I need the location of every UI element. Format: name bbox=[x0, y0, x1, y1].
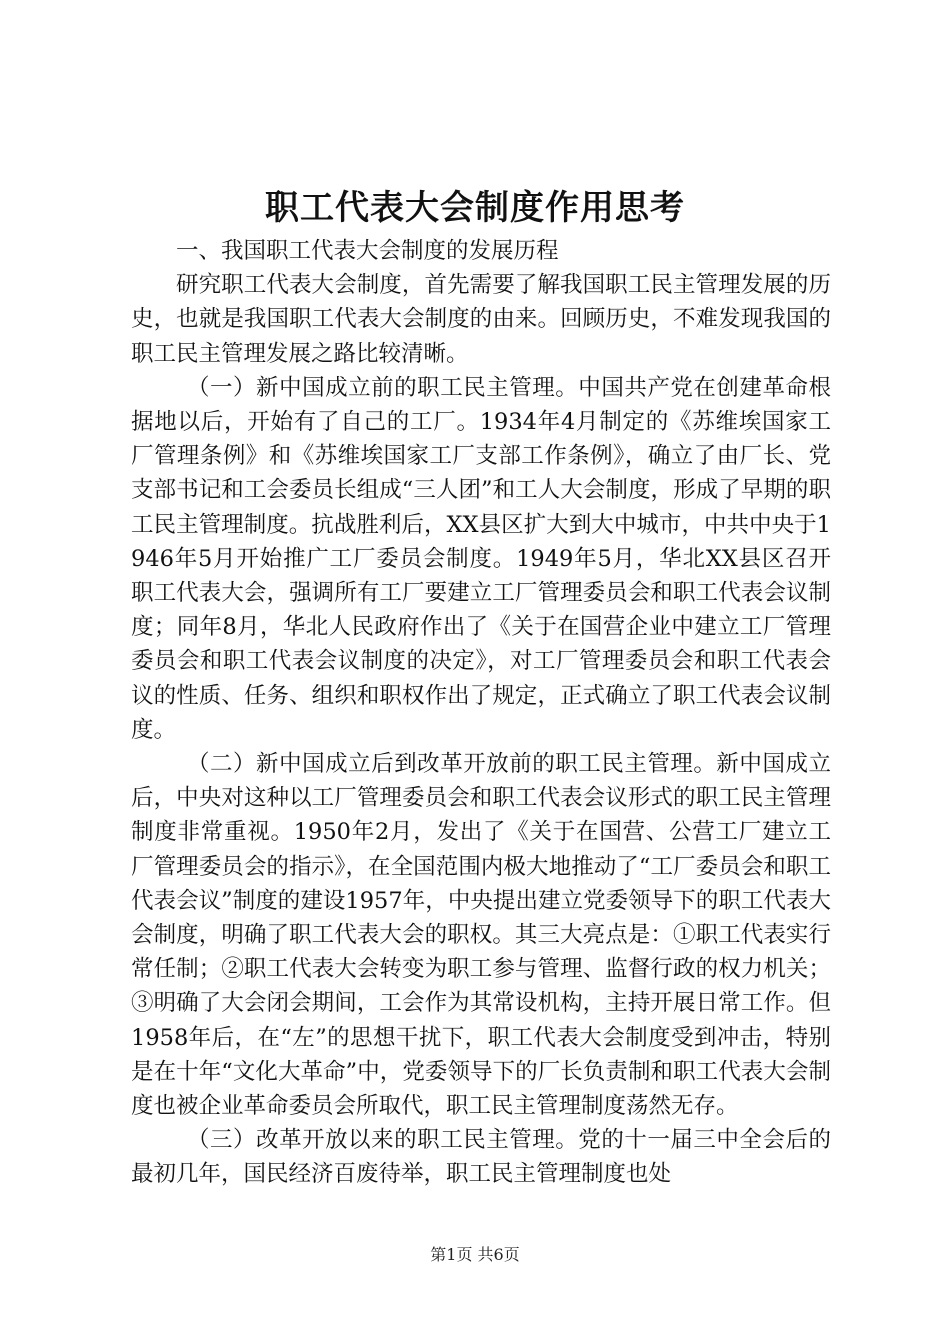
paragraph-part-2: （二）新中国成立后到改革开放前的职工民主管理。新中国成立后，中央对这种以工厂管理委员会和职工代表会议形式的职工民主管理制度非常重视。1950年2月，发出了《关于在国营、公营工厂建立工厂管理委员会的指示》，在全国范围内极大地推动了“工厂委员会和职工代表会议”制度的建设1957年，中央提出建立党委领导下的职工代表大会制度，明确了职工代表大会的职权。其三大亮点是：①职工代表实行常任制；②职工代表大会转变为职工参与管理、监督行政的权力机关；③明确了大会闭会期间，工会作为其常设机构，主持开展日常工作。但1958年后，在“左”的思想干扰下，职工代表大会制度受到冲击，特别是在十年“文化大革命”中，党委领导下的厂长负责制和职工代表大会制度也被企业革命委员会所取代，职工民主管理制度荡然无存。 bbox=[131, 751, 831, 1120]
section-heading: 一、我国职工代表大会制度的发展历程 bbox=[176, 238, 559, 264]
page-footer: 第1页 共6页 bbox=[430, 1245, 520, 1264]
document-body bbox=[131, 234, 831, 1192]
document-title: 职工代表大会制度作用思考 bbox=[265, 188, 685, 228]
paragraph-intro: 研究职工代表大会制度，首先需要了解我国职工民主管理发展的历史，也就是我国职工代表大会制度的由来。回顾历史，不难发现我国的职工民主管理发展之路比较清晰。 bbox=[131, 272, 831, 367]
paragraph-part-3: （三）改革开放以来的职工民主管理。党的十一届三中全会后的最初几年，国民经济百废待举，职工民主管理制度也处 bbox=[131, 1127, 831, 1188]
paragraph-part-1: （一）新中国成立前的职工民主管理。中国共产党在创建革命根据地以后，开始有了自己的工厂。1934年4月制定的《苏维埃国家工厂管理条例》和《苏维埃国家工厂支部工作条例》，确立了由厂长、党支部书记和工会委员长组成“三人团”和工人大会制度，形成了早期的职工民主管理制度。抗战胜利后，XX县区扩大到大中城市，中共中央于1946年5月开始推广工厂委员会制度。1949年5月，华北XX县区召开职工代表大会，强调所有工厂要建立工厂管理委员会和职工代表会议制度；同年8月，华北人民政府作出了《关于在国营企业中建立工厂管理委员会和职工代表会议制度的决定》，对工厂管理委员会和职工代表会议的性质、任务、组织和职权作出了规定，正式确立了职工代表会议制度。 bbox=[131, 374, 831, 743]
